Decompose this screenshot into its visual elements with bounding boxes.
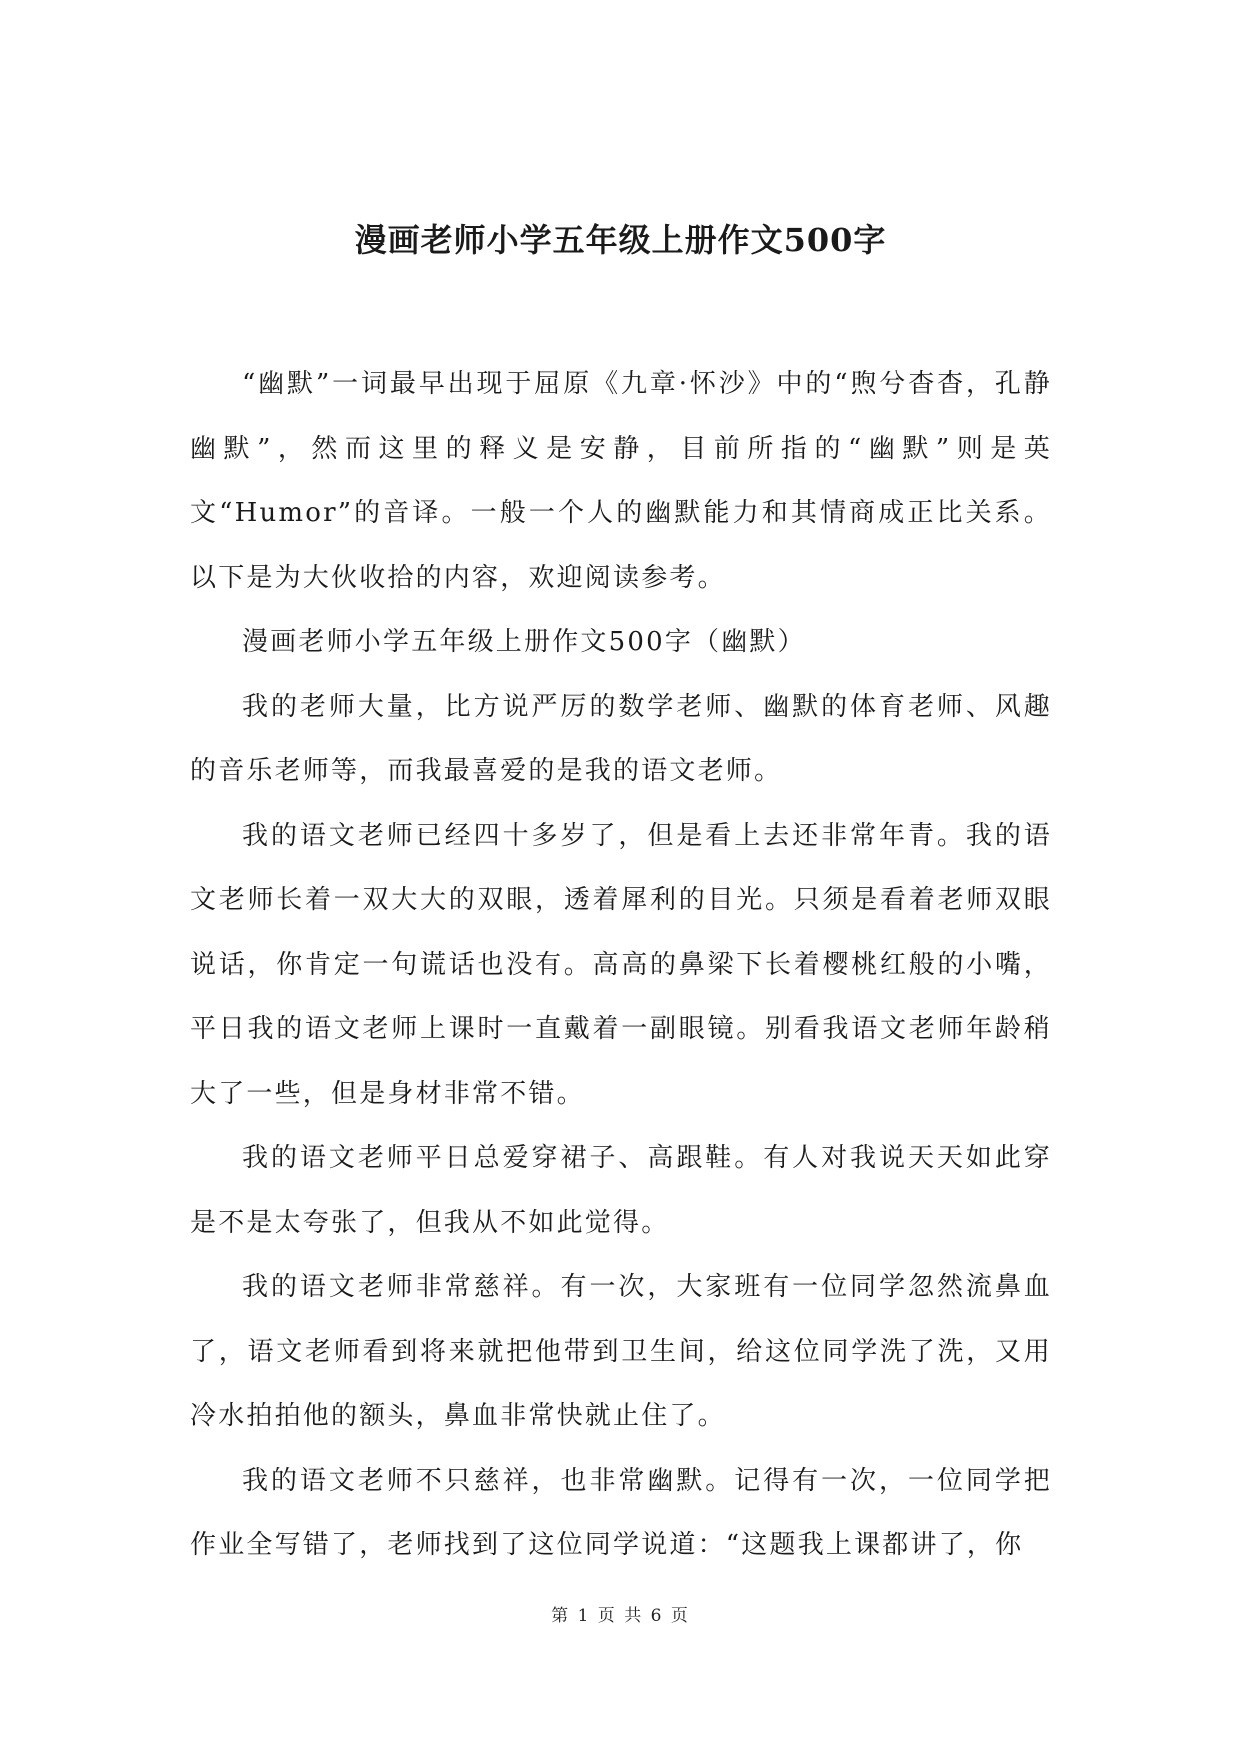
paragraph-clothing: 我的语文老师平日总爱穿裙子、高跟鞋。有人对我说天天如此穿是不是太夸张了，但我从不如此觉得。 xyxy=(190,1143,1052,1238)
paragraph-kindness: 我的语文老师非常慈祥。有一次，大家班有一位同学忽然流鼻血了，语文老师看到将来就把他带到卫生间，给这位同学洗了洗，又用冷水拍拍他的额头，鼻血非常快就止住了。 xyxy=(190,1272,1052,1431)
paragraph-appearance: 我的语文老师已经四十多岁了，但是看上去还非常年青。我的语文老师长着一双大大的双眼，透着犀利的目光。只须是看着老师双眼说话，你肯定一句谎话也没有。高高的鼻梁下长着樱桃红般的小嘴，平日我的语文老师上课时一直戴着一副眼镜。别看我语文老师年龄稍大了一些，但是身材非常不错。 xyxy=(190,820,1052,1109)
document-body xyxy=(190,352,1052,1578)
paragraph-humor: 我的语文老师不只慈祥，也非常幽默。记得有一次，一位同学把作业全写错了，老师找到了这位同学说道：“这题我上课都讲了，你 xyxy=(190,1465,1052,1560)
document-title: 漫画老师小学五年级上册作文500字 xyxy=(354,221,887,259)
paragraph-subtitle: 漫画老师小学五年级上册作文500字（幽默） xyxy=(242,627,806,657)
paragraph-intro: “幽默”一词最早出现于屈原《九章·怀沙》中的“煦兮杳杳，孔静幽默”，然而这里的释义是安静，目前所指的“幽默”则是英文“Humor”的音译。一般一个人的幽默能力和其情商成正比关系。以下是为大伙收拾的内容，欢迎阅读参考。 xyxy=(190,369,1052,593)
page-footer: 第 1 页 共 6 页 xyxy=(551,1606,690,1626)
paragraph-teachers: 我的老师大量，比方说严厉的数学老师、幽默的体育老师、风趣的音乐老师等，而我最喜爱的是我的语文老师。 xyxy=(190,691,1052,786)
